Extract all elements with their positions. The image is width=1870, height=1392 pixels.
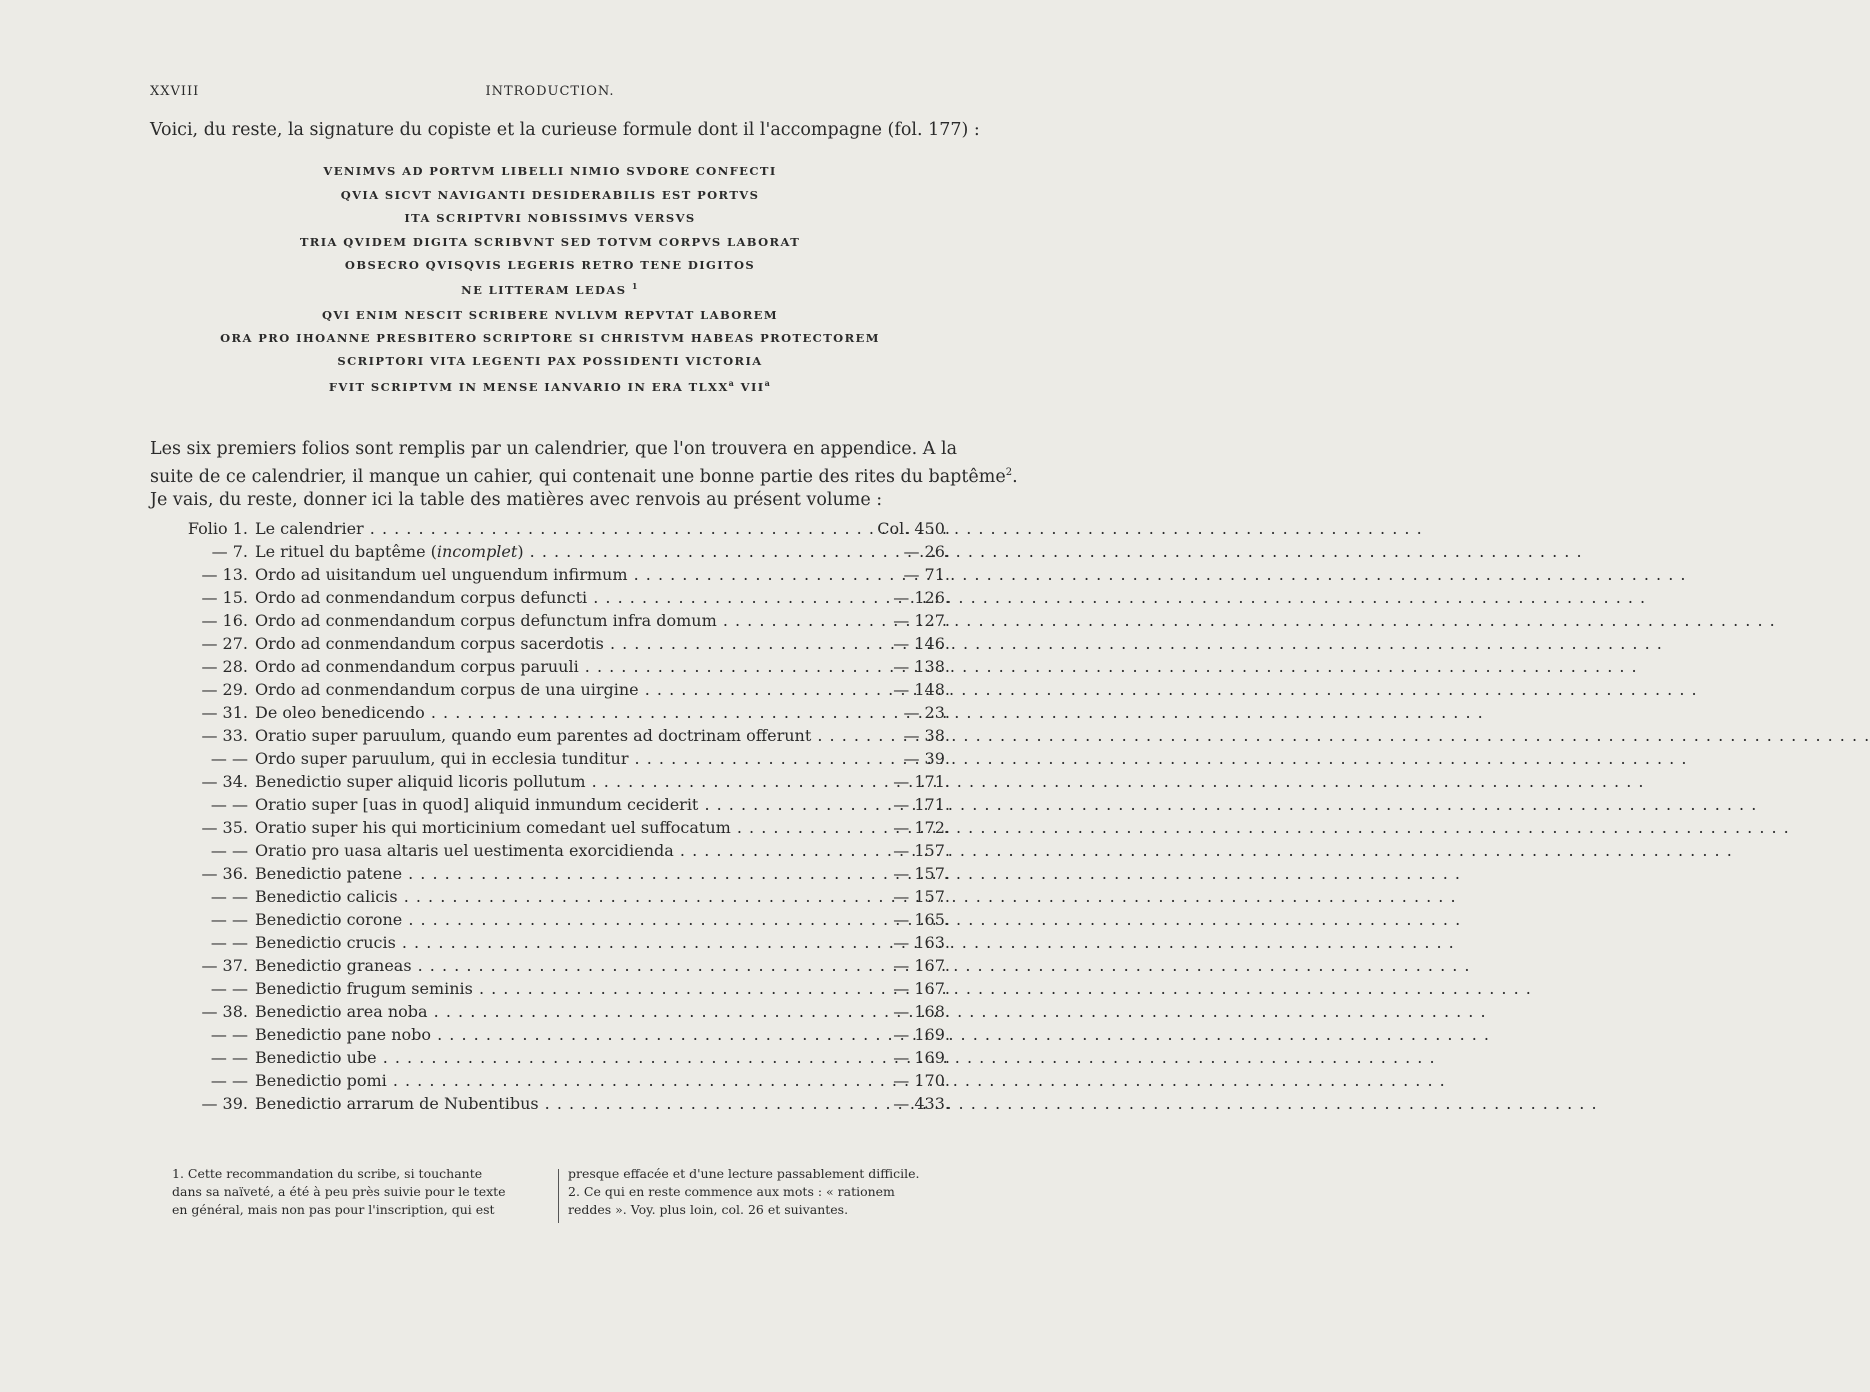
toc-row bbox=[150, 1001, 950, 1023]
toc-title: Benedictio arrarum de Nubentibus . . . bbox=[255, 1093, 860, 1115]
paragraph-punct: . bbox=[1012, 466, 1018, 487]
footnote-line: en général, mais non pas pour l'inscription, qui est bbox=[172, 1202, 495, 1217]
toc-column: — 127. bbox=[893, 611, 950, 630]
footnote-ref: 2 bbox=[1005, 467, 1013, 478]
toc-row bbox=[150, 702, 950, 724]
footnote-line: reddes ». Voy. plus loin, col. 26 et suivantes. bbox=[568, 1202, 849, 1217]
toc-folio: — 37. bbox=[201, 956, 248, 975]
toc-title: Ordo super paruulum, qui in ecclesia tunditur . . . bbox=[255, 748, 860, 770]
toc-title: Ordo ad conmendandum corpus defunctum infra domum . . . bbox=[255, 610, 860, 632]
inscription-line: ORA PRO IHOANNE PRESBITERO SCRIPTORE SI CHRISTVM HABEAS PROTECTOREM bbox=[220, 331, 880, 345]
toc-title: Benedictio corone . . . bbox=[255, 909, 860, 931]
toc-row bbox=[150, 1047, 950, 1069]
toc-title: De oleo benedicendo . . . bbox=[255, 702, 860, 724]
toc-row bbox=[150, 633, 950, 655]
toc-folio: — 29. bbox=[201, 680, 248, 699]
footnote-column-left bbox=[172, 1165, 572, 1219]
page-header bbox=[150, 84, 950, 108]
toc-column: — 169. bbox=[893, 1048, 950, 1067]
toc-row bbox=[150, 863, 950, 885]
toc-title: Benedictio area noba . . . bbox=[255, 1001, 860, 1023]
toc-column: — 157. bbox=[893, 887, 950, 906]
toc-title: Oratio super [uas in quod] aliquid inmundum ceciderit . . . bbox=[255, 794, 860, 816]
superscript: a bbox=[764, 378, 772, 388]
toc-title: Le rituel du baptême ( bbox=[255, 542, 437, 561]
toc-title: Benedictio pane nobo . . . bbox=[255, 1024, 860, 1046]
toc-title: Benedictio graneas . . . bbox=[255, 955, 860, 977]
inscription-date-line bbox=[150, 378, 950, 394]
toc-column: — 433. bbox=[893, 1094, 950, 1113]
toc-column: — 146. bbox=[893, 634, 950, 653]
inscription-tail: VII bbox=[740, 379, 765, 394]
running-title: INTRODUCTION. bbox=[485, 84, 615, 99]
paragraph-text: suite de ce calendrier, il manque un cahier, qui contenait une bonne partie des rites du baptême bbox=[150, 466, 1006, 487]
toc-column: — 163. bbox=[893, 933, 950, 952]
inscription-line: SCRIPTORI VITA LEGENTI PAX POSSIDENTI VICTORIA bbox=[337, 354, 763, 368]
toc-column: — 23. bbox=[903, 703, 950, 722]
paragraph-line: Les six premiers folios sont remplis par un calendrier, que l'on trouvera en appendice. A la bbox=[150, 439, 957, 459]
toc-folio: — — bbox=[210, 841, 248, 860]
toc-folio: — — bbox=[210, 795, 248, 814]
toc-title-italic: incomplet bbox=[436, 542, 518, 561]
toc-row bbox=[150, 748, 950, 770]
toc-folio: Folio 1. bbox=[187, 519, 248, 538]
toc-row bbox=[150, 886, 950, 908]
toc-column: — 169. bbox=[893, 1025, 950, 1044]
toc-folio: — 35. bbox=[201, 818, 248, 837]
toc-title-close: ) bbox=[517, 542, 524, 561]
toc-column: — 167. bbox=[893, 956, 950, 975]
paragraph-line-2 bbox=[150, 461, 1018, 489]
toc-row bbox=[150, 840, 950, 862]
footnotes bbox=[150, 1165, 950, 1225]
inscription-line: FVIT SCRIPTVM IN MENSE IANVARIO IN ERA TLXX bbox=[328, 379, 729, 394]
page-number: XXVIII bbox=[150, 84, 200, 99]
toc-folio: — 31. bbox=[201, 703, 248, 722]
toc-folio: — 36. bbox=[201, 864, 248, 883]
toc-row bbox=[150, 518, 950, 540]
toc-row bbox=[150, 794, 950, 816]
toc-folio: — 38. bbox=[201, 1002, 248, 1021]
toc-row bbox=[150, 1024, 950, 1046]
column-divider bbox=[558, 1169, 559, 1223]
inscription-line-with-note bbox=[150, 281, 950, 297]
toc-folio: — 15. bbox=[201, 588, 248, 607]
toc-folio: — — bbox=[210, 887, 248, 906]
inscription-line: QVIA SICVT NAVIGANTI DESIDERABILIS EST PORTVS bbox=[340, 188, 760, 202]
toc-folio: — — bbox=[210, 910, 248, 929]
toc-title: Oratio pro uasa altaris uel uestimenta exorcidienda . . . bbox=[255, 840, 860, 862]
toc-column: — 26. bbox=[903, 542, 950, 561]
inscription-line: ITA SCRIPTVRI NOBISSIMVS VERSVS bbox=[404, 211, 696, 225]
toc-column: — 167. bbox=[893, 979, 950, 998]
toc-folio: — — bbox=[210, 1048, 248, 1067]
toc-column: — 157. bbox=[893, 864, 950, 883]
toc-folio: — 28. bbox=[201, 657, 248, 676]
toc-row bbox=[150, 587, 950, 609]
inscription-line: NE LITTERAM LEDAS bbox=[461, 282, 627, 297]
inscription-line: OBSECRO QVISQVIS LEGERIS RETRO TENE DIGITOS bbox=[344, 258, 756, 272]
toc-column: — 71. bbox=[903, 565, 950, 584]
toc-title: Benedictio frugum seminis . . . bbox=[255, 978, 860, 1000]
toc-folio: — — bbox=[210, 1025, 248, 1044]
toc-row bbox=[150, 932, 950, 954]
toc-folio: — 34. bbox=[201, 772, 248, 791]
toc-row bbox=[150, 909, 950, 931]
toc-column: — 171. bbox=[893, 772, 950, 791]
toc-column: — 126. bbox=[893, 588, 950, 607]
footnote-line: 2. Ce qui en reste commence aux mots : « rationem bbox=[568, 1184, 895, 1199]
toc-column: — 148. bbox=[893, 680, 950, 699]
toc-title: Benedictio pomi . . . bbox=[255, 1070, 860, 1092]
toc-row bbox=[150, 771, 950, 793]
toc-column: — 138. bbox=[893, 657, 950, 676]
toc-title: Ordo ad uisitandum uel unguendum infirmum . . . bbox=[255, 564, 860, 586]
toc-folio: — 7. bbox=[211, 542, 248, 561]
toc-row bbox=[150, 955, 950, 977]
toc-folio: — — bbox=[210, 979, 248, 998]
toc-title: Benedictio ube . . . bbox=[255, 1047, 860, 1069]
toc-column: — 170. bbox=[893, 1071, 950, 1090]
footnote-line: dans sa naïveté, a été à peu près suivie pour le texte bbox=[172, 1184, 506, 1199]
footnote-column-right bbox=[568, 1165, 958, 1219]
toc-row bbox=[150, 1070, 950, 1092]
toc-title: Ordo ad conmendandum corpus de una uirgine . . . bbox=[255, 679, 860, 701]
toc-folio: — 13. bbox=[201, 565, 248, 584]
toc-column: Col. 450. bbox=[877, 519, 950, 538]
toc-folio: — 39. bbox=[201, 1094, 248, 1113]
toc-row bbox=[150, 1093, 950, 1115]
toc-title: Benedictio crucis . . . bbox=[255, 932, 860, 954]
toc-column: — 168. bbox=[893, 1002, 950, 1021]
toc-folio: — — bbox=[210, 1071, 248, 1090]
toc-column: — 39. bbox=[903, 749, 950, 768]
toc-row bbox=[150, 978, 950, 1000]
inscription-line: TRIA QVIDEM DIGITA SCRIBVNT SED TOTVM CORPVS LABORAT bbox=[299, 235, 801, 249]
toc-title: Benedictio super aliquid licoris pollutum . . . bbox=[255, 771, 860, 793]
toc-title: Ordo ad conmendandum corpus defuncti . . . bbox=[255, 587, 860, 609]
toc-title: Ordo ad conmendandum corpus paruuli . . . bbox=[255, 656, 860, 678]
inscription-line: QVI ENIM NESCIT SCRIBERE NVLLVM REPVTAT LABOREM bbox=[322, 308, 778, 322]
toc-folio: — 16. bbox=[201, 611, 248, 630]
toc-folio: — — bbox=[210, 933, 248, 952]
toc-folio: — 33. bbox=[201, 726, 248, 745]
toc-title: Ordo ad conmendandum corpus sacerdotis . . . bbox=[255, 633, 860, 655]
toc-folio: — — bbox=[210, 749, 248, 768]
toc-row bbox=[150, 541, 950, 563]
paragraph-line: Je vais, du reste, donner ici la table des matières avec renvois au présent volume : bbox=[150, 489, 883, 510]
body-paragraph bbox=[150, 438, 1018, 512]
intro-sentence: Voici, du reste, la signature du copiste et la curieuse formule dont il l'accompagne (fol. 177) : bbox=[150, 120, 980, 140]
toc-title: Oratio super his qui morticinium comedant uel suffocatum . . . bbox=[255, 817, 860, 839]
toc-column: — 172. bbox=[893, 818, 950, 837]
toc-row bbox=[150, 610, 950, 632]
toc-folio: — 27. bbox=[201, 634, 248, 653]
toc-column: — 157. bbox=[893, 841, 950, 860]
toc-column: — 165. bbox=[893, 910, 950, 929]
toc-row bbox=[150, 679, 950, 701]
footnote-ref: 1 bbox=[631, 281, 639, 291]
toc-row bbox=[150, 725, 950, 747]
inscription-line: VENIMVS AD PORTVM LIBELLI NIMIO SVDORE CONFECTI bbox=[323, 164, 777, 178]
toc-title: Benedictio calicis . . . bbox=[255, 886, 860, 908]
toc-title-wrap bbox=[255, 541, 860, 563]
toc-column: — 38. bbox=[903, 726, 950, 745]
toc-row bbox=[150, 564, 950, 586]
footnote-line: 1. Cette recommandation du scribe, si touchante bbox=[172, 1166, 483, 1181]
toc-title: Benedictio patene . . . bbox=[255, 863, 860, 885]
toc-title: Oratio super paruulum, quando eum parentes ad doctrinam offerunt . . . bbox=[255, 725, 860, 747]
toc-title: Le calendrier . . . bbox=[255, 518, 860, 540]
toc-row bbox=[150, 656, 950, 678]
superscript: a bbox=[728, 378, 736, 388]
toc-column: — 171. bbox=[893, 795, 950, 814]
footnote-line: presque effacée et d'une lecture passablement difficile. bbox=[568, 1166, 920, 1181]
toc-row bbox=[150, 817, 950, 839]
